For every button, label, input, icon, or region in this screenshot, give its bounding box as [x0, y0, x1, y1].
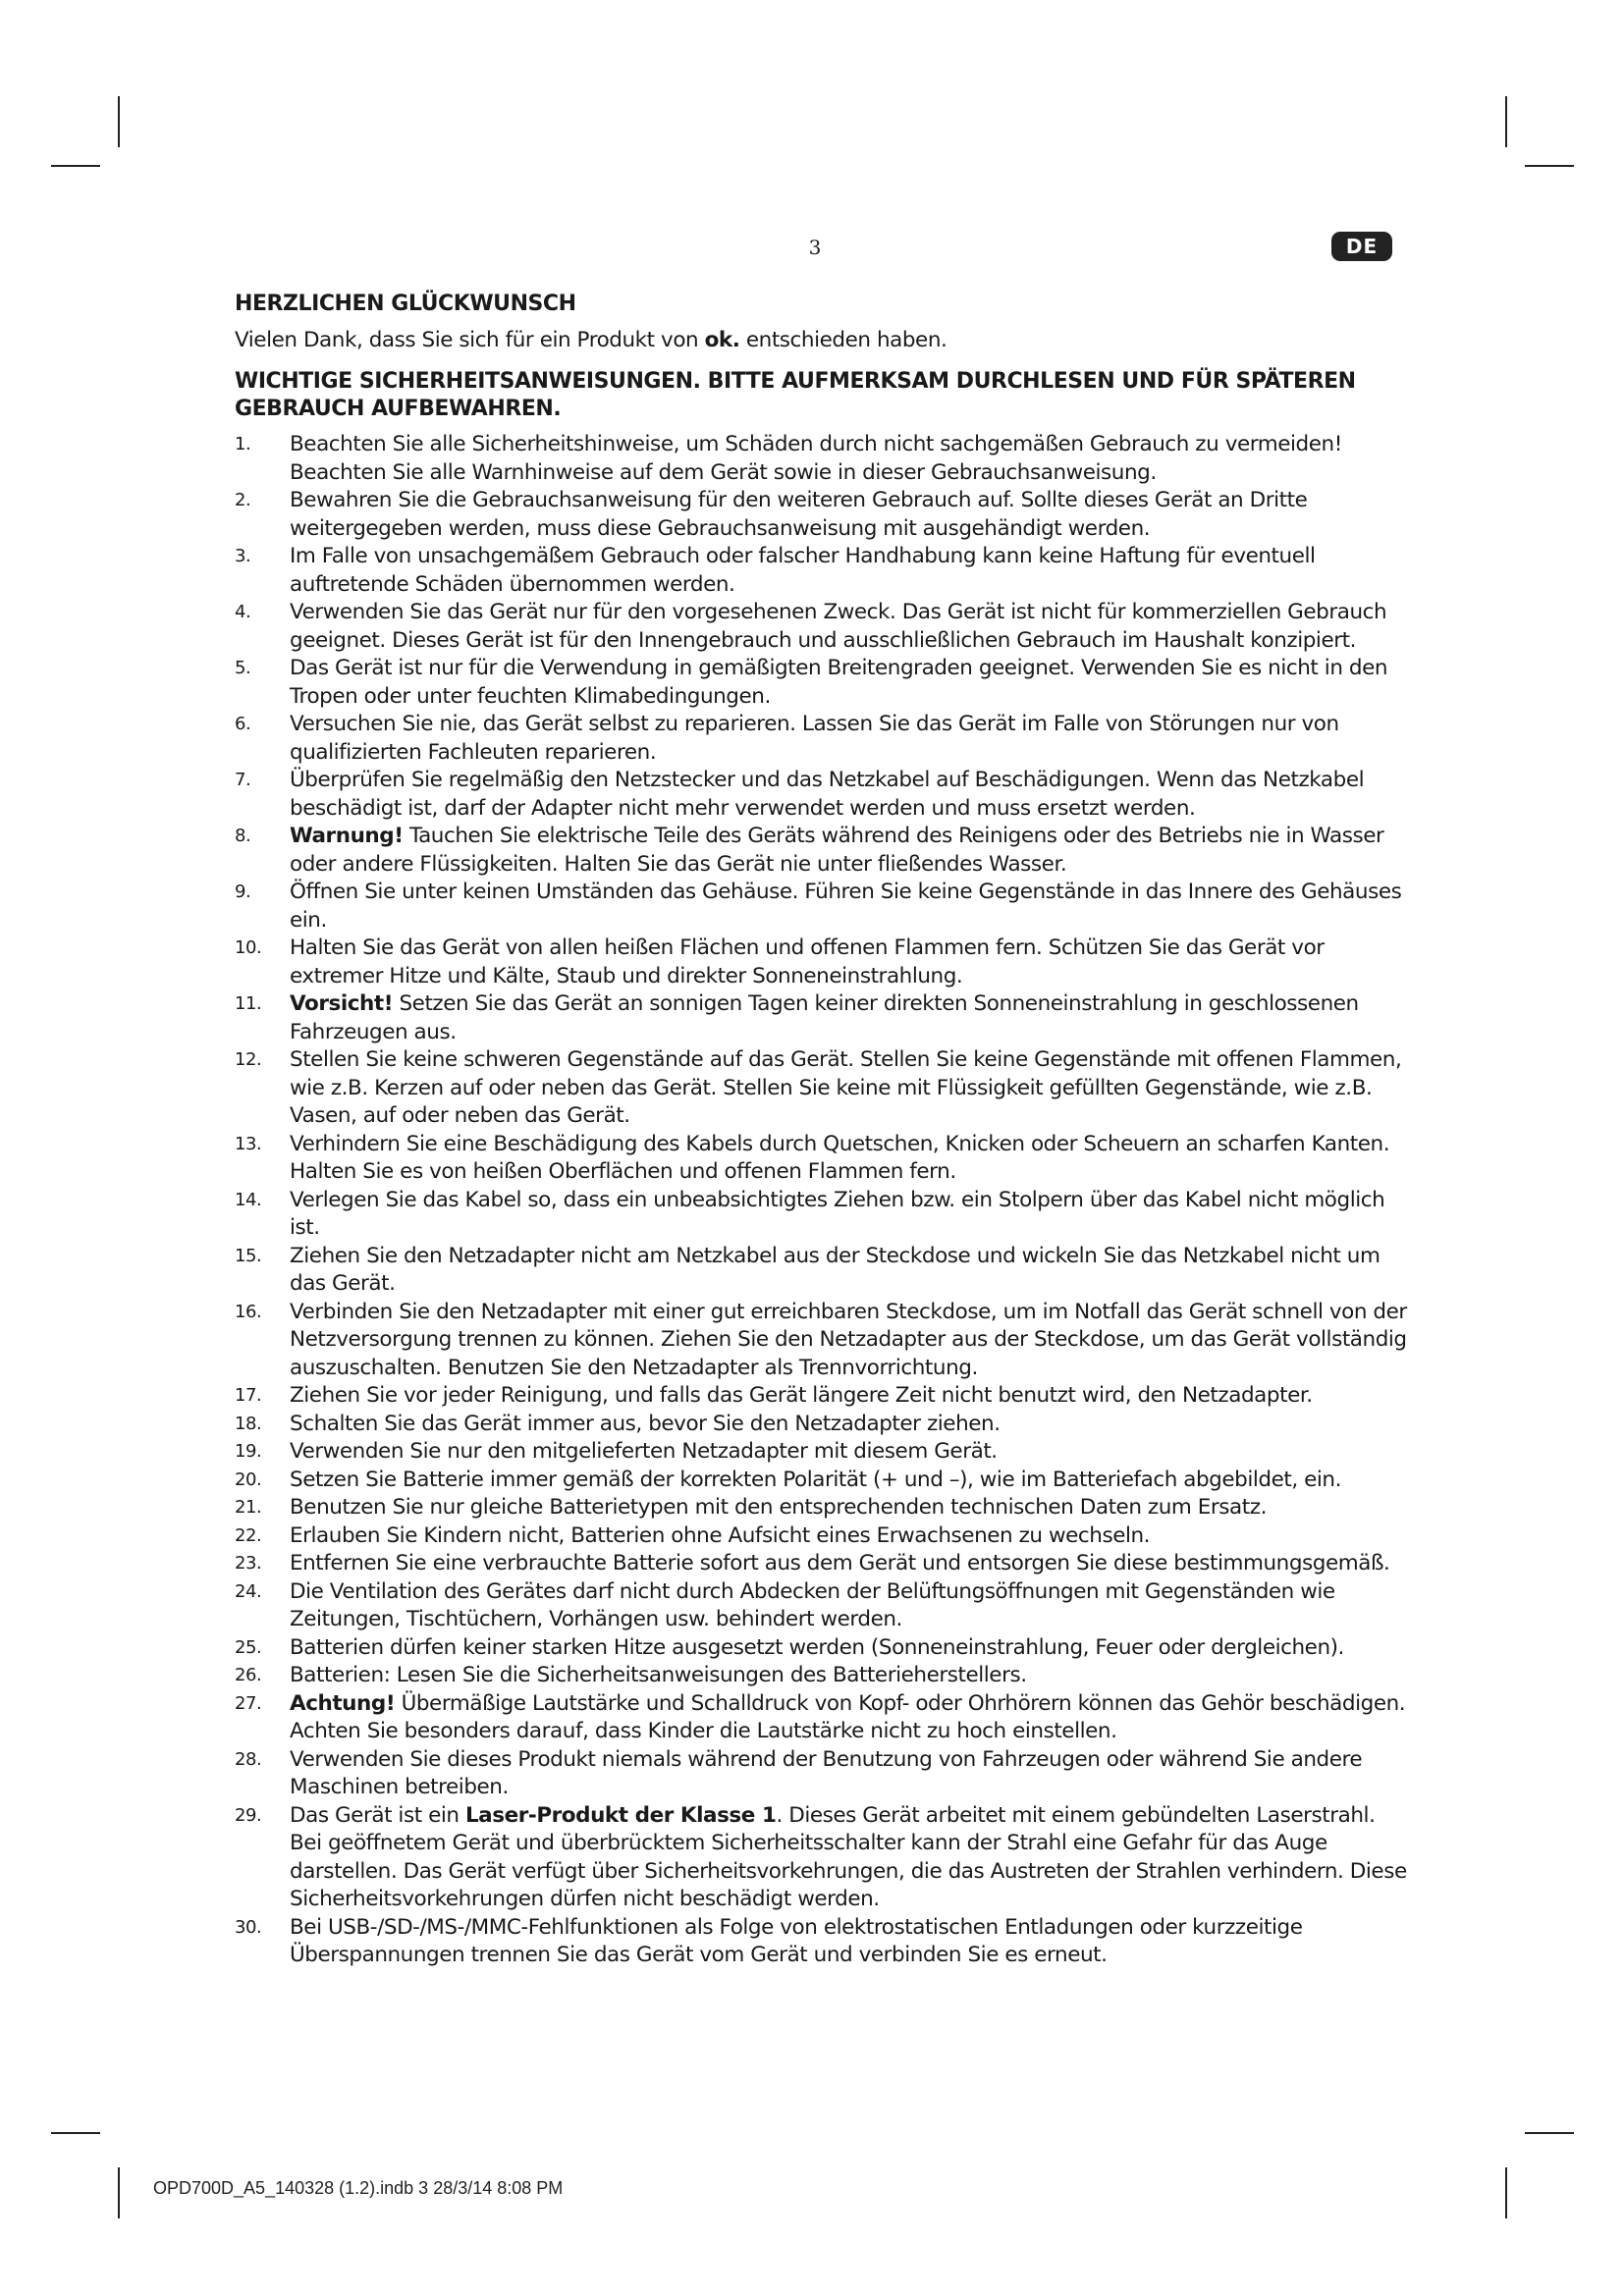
item-number: 22.	[235, 1524, 262, 1546]
safety-item	[235, 1550, 1413, 1578]
item-text: Setzen Sie Batterie immer gemäß der korrekten Polarität (+ und –), wie im Batteriefach abgebildet, ein.	[290, 1467, 1341, 1492]
safety-item	[235, 990, 1413, 1046]
safety-item	[235, 767, 1413, 823]
safety-item	[235, 711, 1413, 767]
intro-paragraph	[235, 327, 1413, 355]
safety-instructions-list	[235, 431, 1413, 1970]
safety-item	[235, 1914, 1413, 1970]
safety-item	[235, 599, 1413, 655]
item-text: Entfernen Sie eine verbrauchte Batterie sofort aus dem Gerät und entsorgen Sie diese bestimmungsgemäß.	[290, 1551, 1390, 1575]
page-title: HERZLICHEN GLÜCKWUNSCH	[235, 292, 576, 316]
safety-item	[235, 1494, 1413, 1522]
safety-item	[235, 1690, 1413, 1746]
item-number: 30.	[235, 1916, 262, 1938]
language-badge: DE	[1331, 232, 1392, 261]
item-number: 16.	[235, 1301, 262, 1322]
item-number: 27.	[235, 1692, 262, 1714]
item-text: Verwenden Sie dieses Produkt niemals während der Benutzung von Fahrzeugen oder während Sie andere Maschinen betreiben.	[290, 1746, 1363, 1799]
crop-mark-top-right-horizontal	[1525, 165, 1574, 167]
item-text: Versuchen Sie nie, das Gerät selbst zu reparieren. Lassen Sie das Gerät im Falle von Störungen nur von qualifizierten Fachleuten reparieren.	[290, 712, 1339, 765]
item-text: Schalten Sie das Gerät immer aus, bevor Sie den Netzadapter ziehen.	[290, 1411, 1001, 1436]
safety-item	[235, 1578, 1413, 1634]
item-text: Ziehen Sie den Netzadapter nicht am Netzkabel aus der Steckdose und wickeln Sie das Netzkabel nicht um das Gerät.	[290, 1243, 1380, 1296]
crop-mark-bottom-left-horizontal	[51, 2132, 100, 2134]
safety-item	[235, 1746, 1413, 1802]
item-emphasis: Vorsicht!	[290, 991, 394, 1016]
item-text: Verwenden Sie nur den mitgelieferten Netzadapter mit diesem Gerät.	[290, 1439, 998, 1464]
safety-item	[235, 1522, 1413, 1551]
item-text: Verwenden Sie das Gerät nur für den vorgesehenen Zweck. Das Gerät ist nicht für kommerziellen Gebrauch geeignet. Dieses Gerät ist für den Innengebrauch und ausschließlichen Gebrauch im Haushalt konzipiert.	[290, 600, 1387, 653]
item-number: 6.	[235, 714, 251, 734]
item-number: 19.	[235, 1441, 262, 1462]
item-text: Tauchen Sie elektrische Teile des Geräts während des Reinigens oder des Betriebs nie in Wasser oder andere Flüssigkeiten. Halten Sie das Gerät nie unter fließendes Wasser.	[290, 824, 1384, 877]
item-text: Bei USB-/SD-/MS-/MMC-Fehlfunktionen als Folge von elektrostatischen Entladungen oder kurzzeitige Überspannungen trennen Sie das Gerät vom Gerät und verbinden Sie es erneut.	[290, 1914, 1303, 1967]
safety-item	[235, 1299, 1413, 1383]
item-number: 11.	[235, 993, 262, 1014]
item-number: 25.	[235, 1636, 262, 1658]
safety-item	[235, 823, 1413, 879]
safety-item	[235, 1411, 1413, 1439]
safety-item	[235, 879, 1413, 934]
item-number: 2.	[235, 490, 251, 510]
item-text: Erlauben Sie Kindern nicht, Batterien ohne Aufsicht eines Erwachsenen zu wechseln.	[290, 1522, 1151, 1548]
safety-item	[235, 1046, 1413, 1131]
item-text: Das Gerät ist nur für die Verwendung in gemäßigten Breitengraden geeignet. Verwenden Sie es nicht in den Tropen oder unter feuchten Klimabedingungen.	[290, 656, 1388, 709]
item-number: 12.	[235, 1049, 262, 1070]
item-text: Ziehen Sie vor jeder Reinigung, und falls das Gerät längere Zeit nicht benutzt wird, den Netzadapter.	[290, 1383, 1313, 1408]
item-text: Übermäßige Lautstärke und Schalldruck von Kopf- oder Ohrhörern können das Gehör beschädigen. Achten Sie besonders darauf, dass Kinder die Lautstärke nicht zu hoch einstellen.	[290, 1690, 1406, 1743]
print-slug: OPD700D_A5_140328 (1.2).indb 3 28/3/14 8:08 PM	[153, 2178, 564, 2198]
item-number: 8.	[235, 826, 251, 846]
safety-item	[235, 1634, 1413, 1663]
safety-item	[235, 431, 1413, 487]
item-number: 18.	[235, 1413, 262, 1434]
item-number: 24.	[235, 1580, 262, 1602]
page-number: 3	[808, 236, 822, 259]
safety-item	[235, 1438, 1413, 1467]
item-number: 15.	[235, 1245, 262, 1266]
item-number: 7.	[235, 770, 251, 790]
item-number: 10.	[235, 937, 262, 958]
item-emphasis: Achtung!	[290, 1690, 396, 1716]
safety-heading: WICHTIGE SICHERHEITSANWEISUNGEN. BITTE AUFMERKSAM DURCHLESEN UND FÜR SPÄTEREN GEBRAUCH AUFBEWAHREN.	[235, 369, 1356, 421]
item-text: Die Ventilation des Gerätes darf nicht durch Abdecken der Belüftungsöffnungen mit Gegenständen wie Zeitungen, Tischtüchern, Vorhängen usw. behindert werden.	[290, 1578, 1335, 1631]
item-text: Halten Sie das Gerät von allen heißen Flächen und offenen Flammen fern. Schützen Sie das Gerät vor extremer Hitze und Kälte, Staub und direkter Sonneneinstrahlung.	[290, 935, 1325, 988]
item-text-before: Das Gerät ist ein	[290, 1802, 465, 1828]
item-number: 26.	[235, 1665, 262, 1685]
item-text: Im Falle von unsachgemäßem Gebrauch oder falscher Handhabung kann keine Haftung für eventuell auftretende Schäden übernommen werden.	[290, 544, 1316, 597]
item-number: 23.	[235, 1553, 262, 1574]
safety-item	[235, 1382, 1413, 1411]
item-emphasis: Warnung!	[290, 824, 404, 848]
crop-mark-bottom-right-horizontal	[1525, 2132, 1574, 2134]
item-number: 4.	[235, 602, 251, 622]
safety-item	[235, 1243, 1413, 1299]
safety-item	[235, 1802, 1413, 1914]
item-number: 14.	[235, 1189, 262, 1210]
safety-item	[235, 655, 1413, 711]
item-text: Batterien dürfen keiner starken Hitze ausgesetzt werden (Sonneneinstrahlung, Feuer oder dergleichen).	[290, 1634, 1344, 1660]
item-text: . Dieses Gerät arbeitet mit einem gebündelten Laserstrahl. Bei geöffnetem Gerät und überbrücktem Sicherheitsschalter kann der Strahl eine Gefahr für das Auge darstellen. Das Gerät verfügt über Sicherheitsvorkehrungen, die das Austreten der Strahlen verhindern. Diese Sicherheitsvorkehrungen dürfen nicht beschädigt werden.	[290, 1802, 1407, 1911]
item-text: Benutzen Sie nur gleiche Batterietypen mit den entsprechenden technischen Daten zum Ersatz.	[290, 1495, 1267, 1520]
item-number: 17.	[235, 1385, 262, 1406]
item-number: 5.	[235, 658, 251, 678]
item-number: 9.	[235, 881, 251, 902]
document-body	[235, 291, 1413, 1970]
item-text: Öffnen Sie unter keinen Umständen das Gehäuse. Führen Sie keine Gegenstände in das Innere des Gehäuses ein.	[290, 880, 1402, 933]
item-number: 3.	[235, 546, 251, 566]
item-emphasis: Laser-Produkt der Klasse 1	[464, 1802, 777, 1828]
item-text: Bewahren Sie die Gebrauchsanweisung für den weiteren Gebrauch auf. Sollte dieses Gerät an Dritte weitergegeben werden, muss diese Gebrauchsanweisung mit ausgehändigt werden.	[290, 488, 1308, 541]
safety-item	[235, 543, 1413, 599]
crop-mark-bottom-right-vertical	[1505, 2167, 1507, 2218]
crop-mark-top-left-vertical	[118, 96, 120, 147]
intro-text-before: Vielen Dank, dass Sie sich für ein Produkt von	[235, 327, 705, 352]
item-text: Batterien: Lesen Sie die Sicherheitsanweisungen des Batterieherstellers.	[290, 1663, 1027, 1687]
item-text: Beachten Sie alle Sicherheitshinweise, um Schäden durch nicht sachgemäßen Gebrauch zu vermeiden! Beachten Sie alle Warnhinweise auf dem Gerät sowie in dieser Gebrauchsanweisung.	[290, 432, 1342, 485]
intro-text-after: entschieden haben.	[739, 327, 947, 352]
safety-item	[235, 1131, 1413, 1187]
item-text: Überprüfen Sie regelmäßig den Netzstecker und das Netzkabel auf Beschädigungen. Wenn das Netzkabel beschädigt ist, darf der Adapter nicht mehr verwendet werden und muss ersetzt werden.	[290, 768, 1365, 821]
safety-item	[235, 934, 1413, 990]
item-number: 1.	[235, 434, 251, 454]
item-number: 28.	[235, 1748, 262, 1770]
safety-item	[235, 1467, 1413, 1495]
crop-mark-top-left-horizontal	[51, 165, 100, 167]
item-number: 13.	[235, 1133, 262, 1154]
item-text: Setzen Sie das Gerät an sonnigen Tagen keiner direkten Sonneneinstrahlung in geschlossenen Fahrzeugen aus.	[290, 991, 1359, 1044]
item-text: Verhindern Sie eine Beschädigung des Kabels durch Quetschen, Knicken oder Scheuern an scharfen Kanten. Halten Sie es von heißen Oberflächen und offenen Flammen fern.	[290, 1131, 1390, 1184]
item-text: Verbinden Sie den Netzadapter mit einer gut erreichbaren Steckdose, um im Notfall das Gerät schnell von der Netzversorgung trennen zu können. Ziehen Sie den Netzadapter aus der Steckdose, um das Gerät vollständig auszuschalten. Benutzen Sie den Netzadapter als Trennvorrichtung.	[290, 1299, 1407, 1380]
safety-item	[235, 487, 1413, 543]
safety-item	[235, 1187, 1413, 1243]
item-number: 29.	[235, 1804, 262, 1826]
item-number: 20.	[235, 1468, 262, 1490]
brand-name: ok.	[704, 327, 740, 352]
crop-mark-top-right-vertical	[1505, 96, 1507, 147]
item-text: Verlegen Sie das Kabel so, dass ein unbeabsichtigtes Ziehen bzw. ein Stolpern über das Kabel nicht möglich ist.	[290, 1187, 1385, 1240]
item-number: 21.	[235, 1497, 262, 1518]
item-text: Stellen Sie keine schweren Gegenstände auf das Gerät. Stellen Sie keine Gegenstände mit offenen Flammen, wie z.B. Kerzen auf oder neben das Gerät. Stellen Sie keine mit Flüssigkeit gefüllten Gegenstände, wie z.B. Vasen, auf oder neben das Gerät.	[290, 1047, 1402, 1128]
crop-mark-bottom-left-vertical	[118, 2167, 120, 2218]
safety-item	[235, 1662, 1413, 1690]
